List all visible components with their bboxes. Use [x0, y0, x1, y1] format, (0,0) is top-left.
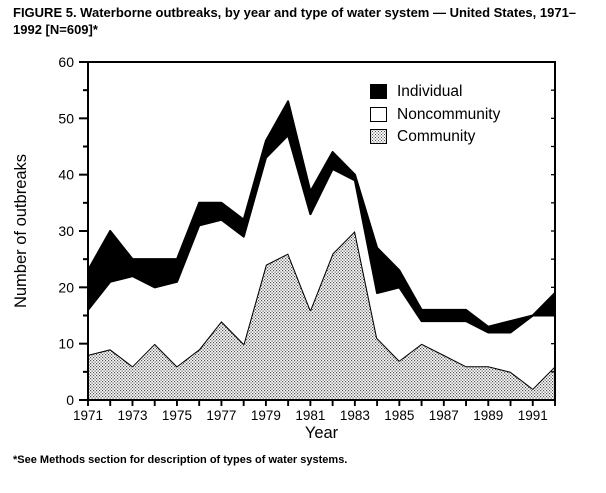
legend-label: Community	[397, 128, 476, 145]
y-tick-label: 30	[58, 223, 74, 239]
figure-footnote: *See Methods section for description of types of water systems.	[13, 454, 348, 466]
legend-label: Individual	[397, 83, 463, 100]
legend-item-individual	[370, 84, 500, 100]
y-tick-label: 0	[66, 392, 74, 408]
x-tick-label: 1971	[72, 408, 104, 423]
x-tick-label: 1975	[161, 408, 192, 423]
y-tick-label: 50	[58, 110, 74, 127]
legend-label: Noncommunity	[397, 105, 501, 123]
x-tick-label: 1985	[384, 408, 415, 423]
x-tick-label: 1981	[295, 408, 326, 423]
community-swatch-icon	[370, 129, 387, 144]
y-tick-label: 10	[58, 335, 74, 352]
x-tick-label: 1973	[117, 408, 148, 423]
noncommunity-swatch-icon	[370, 107, 387, 122]
legend-item-community	[370, 129, 500, 145]
y-tick-label: 20	[58, 279, 74, 296]
x-tick-label: 1989	[473, 408, 504, 423]
figure-title: FIGURE 5. Waterborne outbreaks, by year and type of water system — United States, 1971–1992 [N=609]*	[13, 5, 577, 37]
individual-swatch-icon	[370, 84, 387, 99]
x-tick-label: 1983	[339, 408, 370, 423]
legend-item-noncommunity	[370, 107, 500, 123]
y-tick-label: 40	[58, 166, 74, 183]
chart-legend	[370, 84, 500, 152]
x-axis-title: Year	[304, 424, 339, 442]
x-tick-label: 1987	[428, 408, 459, 423]
x-tick-label: 1991	[517, 408, 548, 423]
y-axis-title: Number of outbreaks	[12, 153, 30, 309]
y-tick-label: 60	[58, 54, 74, 70]
x-tick-label: 1977	[206, 408, 237, 423]
x-axis	[73, 400, 555, 442]
x-tick-label: 1979	[250, 408, 281, 423]
